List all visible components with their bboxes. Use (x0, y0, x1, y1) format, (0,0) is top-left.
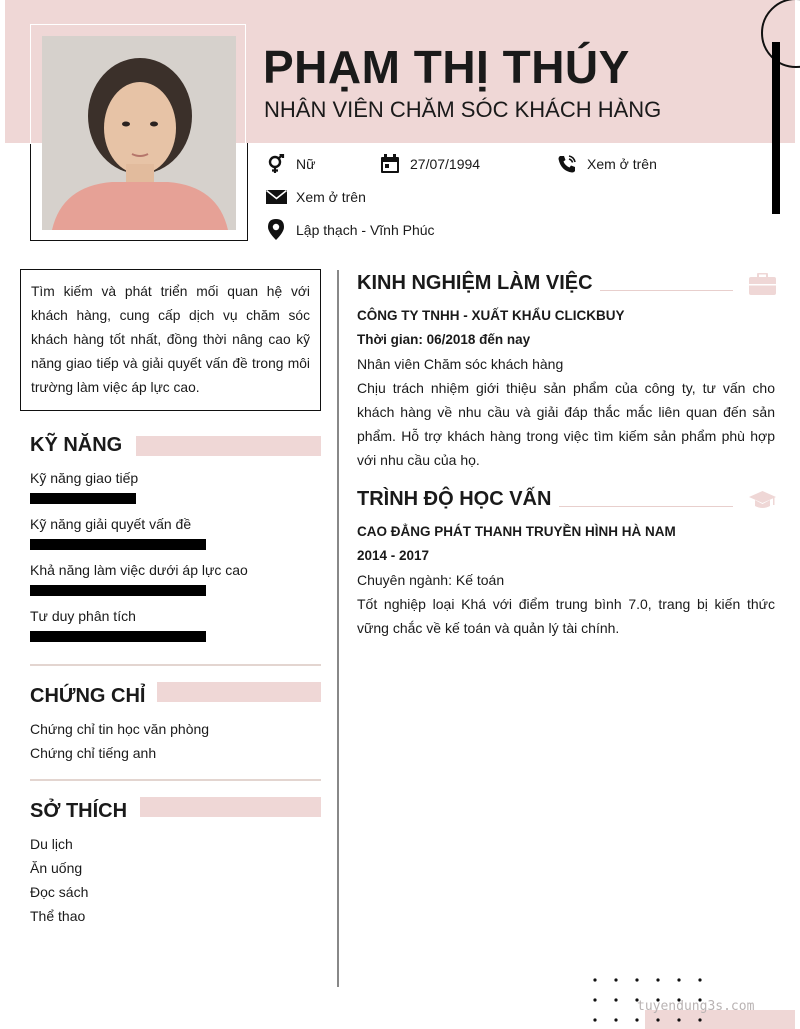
contact-birthday (379, 153, 480, 175)
skill-level-bar (30, 631, 206, 642)
certificate-item: Chứng chỉ tiếng anh (30, 745, 157, 761)
gender-icon (265, 153, 287, 175)
experience-role: Nhân viên Chăm sóc khách hàng (357, 356, 564, 372)
hobby-item: Thể thao (30, 908, 86, 924)
phone-icon (556, 153, 578, 175)
birthday-text: 27/07/1994 (410, 156, 481, 172)
skill-level-bar (30, 539, 206, 550)
education-description: Tốt nghiệp loại Khá với điểm trung bình 7.0, trang bị kiến thức vững chắc về kế toán và quản lý tài chính. (357, 596, 775, 636)
gender-text: Nữ (296, 156, 316, 172)
address-text: Lập thạch - Vĩnh Phúc (296, 222, 435, 238)
experience-description: Chịu trách nhiệm giới thiệu sản phẩm của công ty, tư vấn cho khách hàng về nhu cầu và giải đáp thắc mắc liên quan đến sản phẩm. Hỗ trợ khách hàng trong việc tìm kiếm sản phẩm phù hợp với nhu cầu của họ. (357, 380, 775, 468)
education-title-line (559, 506, 733, 507)
watermark: tuyendung3s.com (637, 999, 755, 1014)
contact-email (265, 186, 366, 208)
profile-photo (42, 36, 236, 230)
skill-label: Tư duy phân tích (30, 608, 136, 624)
skill-label: Kỹ năng giải quyết vấn đề (30, 516, 192, 532)
calendar-icon (379, 153, 401, 175)
envelope-icon (265, 186, 287, 208)
section-divider (30, 664, 321, 666)
school-name: CAO ĐẲNG PHÁT THANH TRUYỀN HÌNH HÀ NAM (357, 524, 676, 539)
column-divider (337, 270, 339, 987)
company-name: CÔNG TY TNHH - XUẤT KHẨU CLICKBUY (357, 308, 625, 323)
contact-gender (265, 153, 315, 175)
career-objective: Tìm kiếm và phát triển mối quan hệ với khách hàng, cung cấp dịch vụ chăm sóc khách hàng tốt nhất, đồng thời nâng cao kỹ năng giao tiếp và giải quyết vấn đề trong môi trường làm việc áp lực cao. (20, 269, 321, 411)
contact-phone (556, 153, 657, 175)
certificate-item: Chứng chỉ tin học văn phòng (30, 721, 210, 737)
skill-label: Khả năng làm việc dưới áp lực cao (30, 562, 248, 578)
contact-address (265, 219, 435, 241)
certificates-title: CHỨNG CHỈ (30, 685, 146, 707)
briefcase-icon (749, 273, 776, 300)
location-pin-icon (265, 219, 287, 241)
hobbies-title: SỞ THÍCH (30, 800, 128, 822)
hobby-item: Ăn uống (30, 860, 83, 876)
certificates-title-bar (157, 682, 321, 702)
hobby-item: Du lịch (30, 836, 73, 852)
hobby-item: Đọc sách (30, 884, 89, 900)
phone-text: Xem ở trên (587, 156, 657, 172)
decorative-vertical-bar (772, 42, 780, 214)
graduation-cap-icon (749, 489, 776, 516)
education-period: 2014 - 2017 (357, 548, 430, 563)
experience-title: KINH NGHIỆM LÀM VIỆC (357, 272, 593, 294)
skills-title: KỸ NĂNG (30, 434, 123, 456)
skill-label: Kỹ năng giao tiếp (30, 470, 139, 486)
candidate-name: PHẠM THỊ THÚY (263, 41, 630, 93)
hobbies-title-bar (140, 797, 321, 817)
skill-level-bar (30, 493, 136, 504)
skills-title-bar (136, 436, 321, 456)
skill-level-bar (30, 585, 206, 596)
job-title: NHÂN VIÊN CHĂM SÓC KHÁCH HÀNG (264, 97, 662, 122)
section-divider (30, 779, 321, 781)
education-title: TRÌNH ĐỘ HỌC VẤN (357, 488, 552, 510)
education-major: Chuyên ngành: Kế toán (357, 572, 505, 588)
experience-title-line (600, 290, 733, 291)
experience-period: Thời gian: 06/2018 đến nay (357, 332, 531, 347)
email-text: Xem ở trên (296, 189, 366, 205)
